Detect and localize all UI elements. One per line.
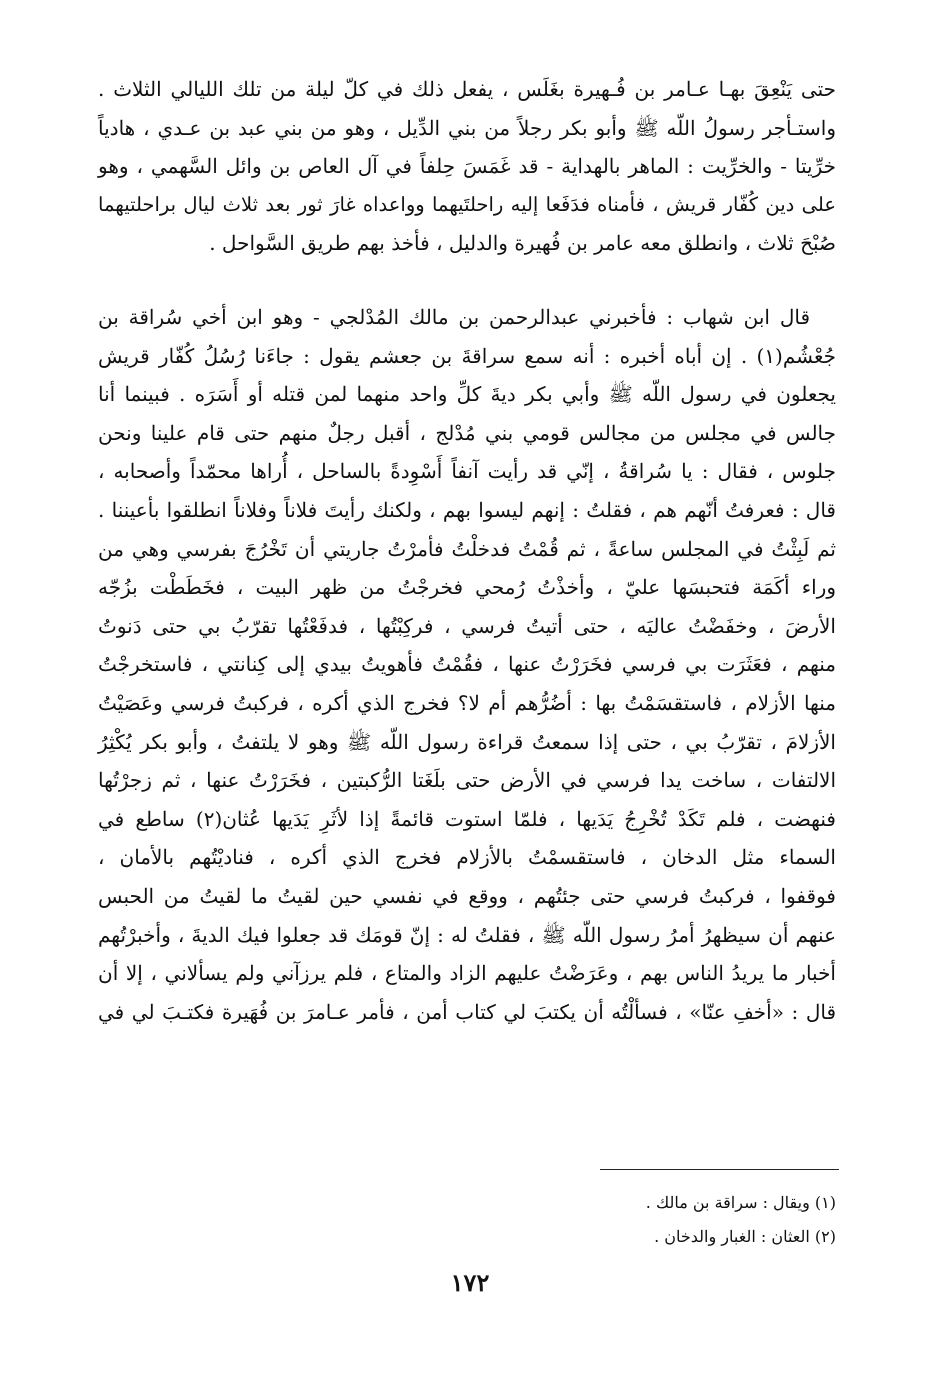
text-line: الالتفات ، ساخت يدا فرسي في الأرض حتى بلَغَتا الرُّكبتين ، فخَرَرْتُ عنها ، ثم زجرْتُها [98, 768, 836, 793]
text-line: واستـأجر رسولُ اللّه ﷺ وأبو بكر رجلاً من بني الدِّيل ، وهو من بني عبد بن عـدي ، هادياً [98, 115, 836, 140]
text-line: عنهم أن سيظهرُ أمرُ رسول اللّه ﷺ ، فقلتُ له : إنّ قومَك قد جعلوا فيك الديةَ ، وأخبرْتُهم [98, 922, 836, 947]
text-line: أخبار ما يريدُ الناس بهم ، وعَرَضْتُ عليهم الزاد والمتاع ، فلم يرزآني ولم يسألاني ، إلا أن [98, 961, 836, 986]
text-line: خرِّيتا - والخرِّيت : الماهر بالهداية - قد غَمَسَ حِلفاً في آل العاص بن وائل السَّهمي ، وهو [98, 154, 836, 179]
text-line: جلوس ، فقال : يا سُراقةُ ، إنّي قد رأيت آنفاً أَسْوِدةً بالساحل ، أُراها محمّداً وأصحابه ، [98, 459, 836, 484]
text-line: قال : «أخفِ عنّا» ، فسألْتُه أن يكتبَ لي كتاب أمن ، فأمر عـامرَ بن فُهَيرة فكتـبَ لي في [98, 999, 836, 1024]
text-line: فنهضت ، فلم تَكَدْ تُخْرِجُ يَدَيها ، فلمّا استوت قائمةً إذا لأثَرِ يَدَيها عُثان(٢) ساطع في [98, 806, 836, 831]
paragraph-1 [98, 70, 836, 263]
paragraph-2 [98, 298, 836, 1031]
text-line: الأرضَ ، وخفَضْتُ عاليَه ، حتى أتيتُ فرسي ، فركِبْتُها ، فدفَعْتُها تقرّبُ بي حتى دَنوتُ [98, 613, 836, 638]
text-line: السماء مثل الدخان ، فاستقسمْتُ بالأزلام فخرج الذي أكره ، فناديْتُهم بالأمان ، [98, 845, 836, 870]
text-line: منهم ، فعَثَرَت بي فرسي فخَرَرْتُ عنها ، فقُمْتُ فأهويتُ بيدي إلى كِنانتي ، فاستخرجْتُ [98, 652, 836, 677]
text-line: صُبْحَ ثلاث ، وانطلق معه عامر بن فُهيرة والدليل ، فأخذ بهم طريق السَّواحل . [209, 231, 836, 256]
text-line: جُعْشُم(١) . إن أباه أخبره : أنه سمع سراقةَ بن جعشم يقول : جاءَنا رُسُلُ كُفّار قريش [98, 343, 836, 368]
footnote-2: (٢) العثان : الغبار والدخان . [654, 1227, 836, 1246]
text-line: الأزلامَ ، تقرّبُ بي ، حتى إذا سمعتُ قراءة رسول اللّه ﷺ وهو لا يلتفتُ ، وأبو بكر يُكْثِرُ [98, 729, 836, 754]
text-line: قال ابن شهاب : فأخبرني عبدالرحمن بن مالك المُدْلجي - وهو ابن أخي سُراقة بن [98, 305, 810, 329]
text-line: فوقفوا ، فركبتُ فرسي حتى جئتُهم ، ووقع في نفسي حين لقيتُ ما لقيتُ من الحبس [98, 883, 836, 908]
text-line: وراء أكَمَة فتحبسَها عليّ ، وأخذْتُ رُمحي فخرجْتُ من ظهر البيت ، فخَطَطْت بزُجّه [98, 575, 836, 600]
page-number: ١٧٢ [450, 1268, 490, 1297]
text-line: يجعلون في رسول اللّه ﷺ وأبي بكر ديةَ كلِّ واحد منهما لمن قتله أو أَسَرَه . فبينما أنا [98, 382, 836, 407]
text-line: على دين كُفّار قريش ، فأمناه فدَفَعا إليه راحلتَيهما وواعداه غارَ ثور بعد ثلاث ليال براحلتيهما [98, 192, 836, 216]
text-line: قال : فعرفتُ أنّهم هم ، فقلتُ : إنهم ليسوا بهم ، ولكنك رأيتَ فلاناً وفلاناً انطلقوا بأعيننا . [98, 497, 836, 522]
text-line: جالس في مجلس من مجالس قومي بني مُدْلج ، أقبل رجلٌ منهم حتى قام علينا ونحن [98, 420, 836, 445]
text-line: حتى يَنْعِقَ بهـا عـامر بن فُـهيرة بغَلَس ، يفعل ذلك في كلّ ليلة من تلك الليالي الثلاث . [98, 77, 836, 101]
footnotes [646, 1186, 836, 1254]
footnote-divider [600, 1169, 839, 1170]
text-line: ثم لَبِثْتُ في المجلس ساعةً ، ثم قُمْتُ فدخلْتُ فأمرْتُ جاريتي أن تَخْرُجَ بفرسي وهي من [98, 536, 836, 561]
text-line: منها الأزلام ، فاستقسَمْتُ بها : أضُرُّهم أم لا؟ فخرج الذي أكره ، فركبتُ فرسي وعَصَيْتُ [98, 690, 836, 715]
footnote-1: (١) ويقال : سراقة بن مالك . [645, 1193, 836, 1212]
